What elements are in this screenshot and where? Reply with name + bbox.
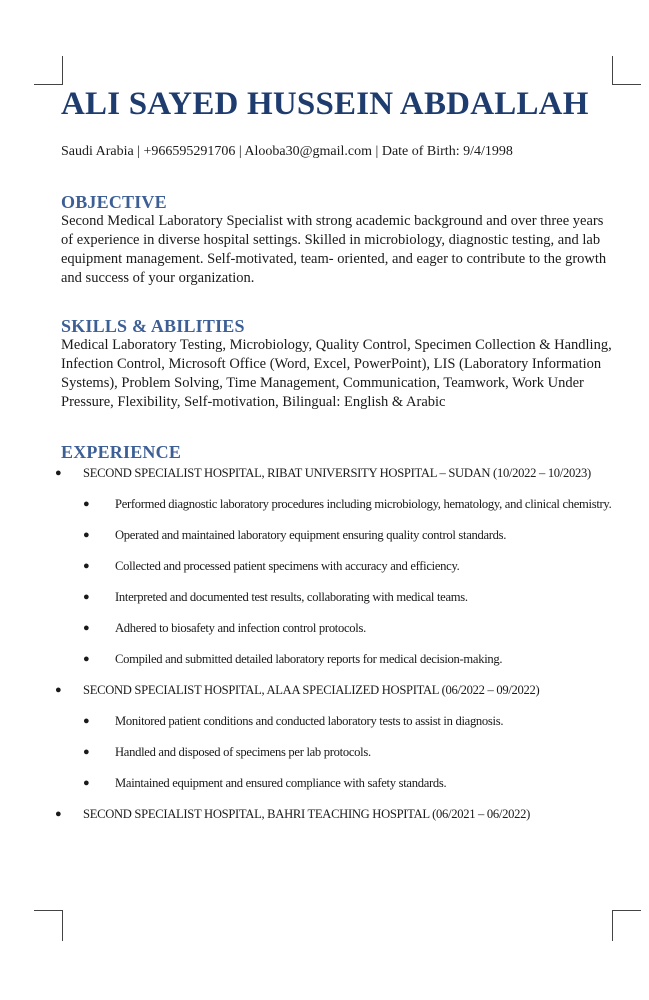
- objective-text: Second Medical Laboratory Specialist with strong academic background and over three years of experience in diverse hospital settings. Skilled in microbiology, diagnostic testing, and lab equipment management. Self-motivated, team- oriented, and eager to contribute to the growth and success of your organization.: [61, 213, 607, 286]
- bullet-icon: ●: [83, 715, 90, 727]
- duty-text: Interpreted and documented test results, collaborating with medical teams.: [115, 590, 468, 604]
- bullet-icon: ●: [83, 777, 90, 789]
- crop-mark-bottom-right: [612, 910, 641, 941]
- job-item: [55, 805, 613, 824]
- bullet-icon: ●: [55, 467, 62, 479]
- experience-title: EXPERIENCE: [61, 442, 182, 462]
- objective-section: [61, 192, 613, 288]
- duty-item: [61, 650, 613, 669]
- objective-title: OBJECTIVE: [61, 192, 167, 212]
- duty-item: [61, 712, 613, 731]
- duty-item: [61, 588, 613, 607]
- duty-item: [61, 557, 613, 576]
- duty-text: Operated and maintained laboratory equipment ensuring quality control standards.: [115, 528, 507, 542]
- duty-item: [61, 495, 613, 514]
- skills-section: [61, 316, 613, 412]
- bullet-icon: ●: [55, 808, 62, 820]
- bullet-icon: ●: [83, 591, 90, 603]
- duty-item: [61, 774, 613, 793]
- duty-text: Maintained equipment and ensured compliance with safety standards.: [115, 776, 447, 790]
- bullet-icon: ●: [83, 622, 90, 634]
- duty-text: Collected and processed patient specimens with accuracy and efficiency.: [115, 559, 460, 573]
- bullet-icon: ●: [55, 684, 62, 696]
- job-title: SECOND SPECIALIST HOSPITAL, RIBAT UNIVERSITY HOSPITAL – SUDAN (10/2022 – 10/2023): [83, 466, 591, 480]
- duty-item: [61, 743, 613, 762]
- job-item: [55, 464, 613, 669]
- bullet-icon: ●: [83, 653, 90, 665]
- contact-line: Saudi Arabia | +966595291706 | Alooba30@gmail.com | Date of Birth: 9/4/1998: [61, 144, 513, 159]
- skills-text: Medical Laboratory Testing, Microbiology, Quality Control, Specimen Collection & Handling, Infection Control, Microsoft Office (Word, Excel, PowerPoint), LIS (Laboratory Information Systems), Problem Solving, Time Management, Communication, Teamwork, Work Under Pressure, Flexibility, Self-motivation, Bilingual: English & Arabic: [61, 337, 612, 410]
- experience-section: [55, 442, 613, 824]
- duty-text: Monitored patient conditions and conducted laboratory tests to assist in diagnosis.: [115, 714, 504, 728]
- duty-list: [61, 712, 613, 793]
- candidate-name: ALI SAYED HUSSEIN ABDALLAH: [61, 86, 589, 122]
- duty-item: [61, 526, 613, 545]
- bullet-icon: ●: [83, 560, 90, 572]
- job-item: [55, 681, 613, 793]
- job-title: SECOND SPECIALIST HOSPITAL, BAHRI TEACHING HOSPITAL (06/2021 – 06/2022): [83, 807, 530, 821]
- duty-list: [61, 495, 613, 669]
- bullet-icon: ●: [83, 498, 90, 510]
- duty-text: Compiled and submitted detailed laboratory reports for medical decision-making.: [115, 652, 503, 666]
- crop-mark-top-left: [34, 56, 63, 85]
- job-list: [55, 464, 613, 824]
- resume-page: [55, 82, 613, 824]
- skills-title: SKILLS & ABILITIES: [61, 316, 245, 336]
- duty-item: [61, 619, 613, 638]
- bullet-icon: ●: [83, 529, 90, 541]
- duty-text: Handled and disposed of specimens per lab protocols.: [115, 745, 371, 759]
- crop-mark-top-right: [612, 56, 641, 85]
- duty-text: Performed diagnostic laboratory procedures including microbiology, hematology, and clinical chemistry.: [115, 497, 612, 511]
- crop-mark-bottom-left: [34, 910, 63, 941]
- job-title: SECOND SPECIALIST HOSPITAL, ALAA SPECIALIZED HOSPITAL (06/2022 – 09/2022): [83, 683, 540, 697]
- duty-text: Adhered to biosafety and infection control protocols.: [115, 621, 366, 635]
- bullet-icon: ●: [83, 746, 90, 758]
